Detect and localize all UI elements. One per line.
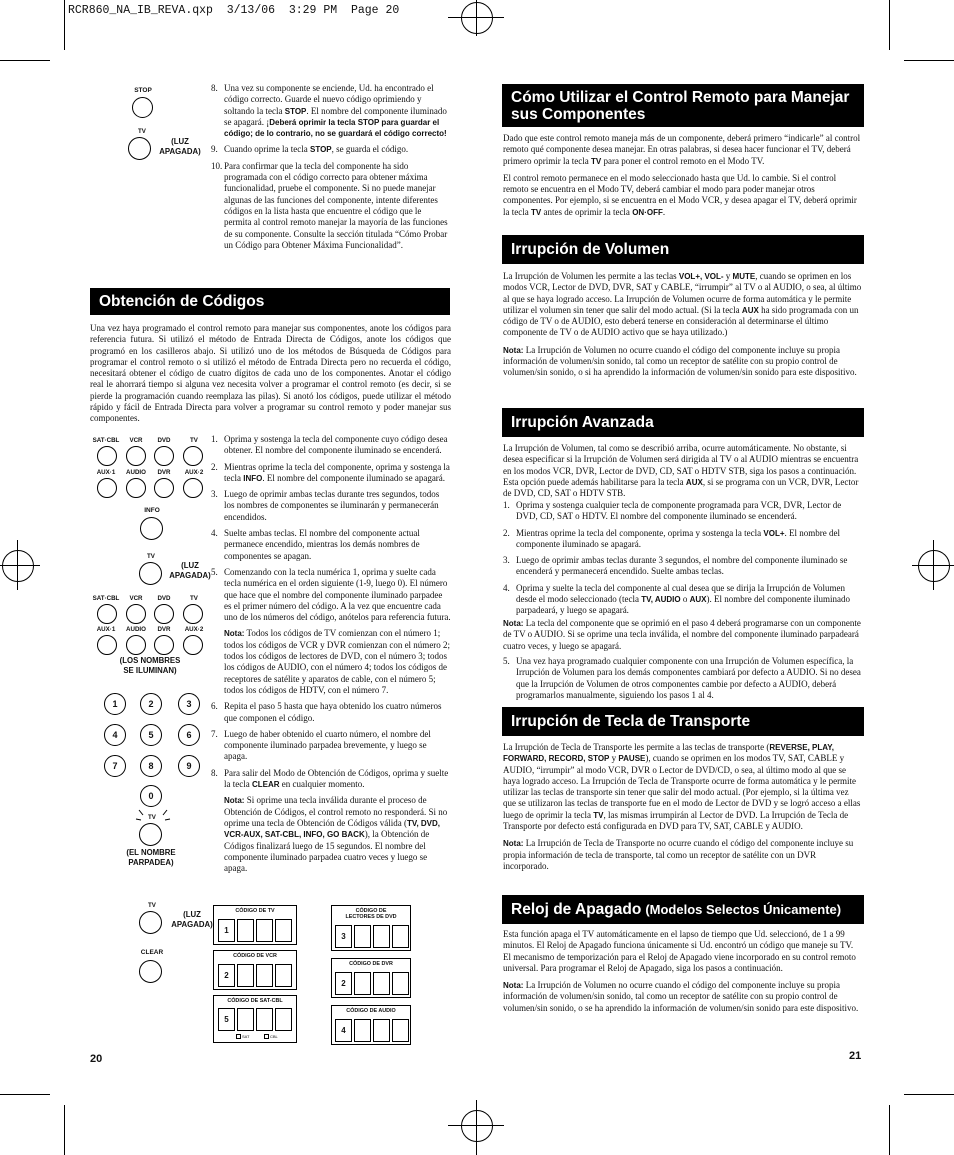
vcr-button[interactable]: [126, 446, 146, 466]
tv-button[interactable]: [139, 823, 162, 846]
item-text: Para salir del Modo de Obtención de Códigos, oprima y suelte la tecla CLEAR en cualquier momento.: [224, 767, 449, 790]
key-label: VCR: [129, 595, 143, 602]
key-label: DVR: [157, 469, 171, 476]
code-digit: 2: [335, 972, 352, 995]
sat-checkbox[interactable]: [236, 1034, 241, 1039]
list-item: [503, 583, 863, 617]
number-4-button[interactable]: 4: [104, 724, 126, 746]
code-box-title: CÓDIGO DE VCR: [233, 953, 277, 959]
dvr-button[interactable]: [154, 635, 174, 655]
tv-button[interactable]: [183, 446, 203, 466]
number-1-button[interactable]: 1: [104, 693, 126, 715]
section-title-small: (Modelos Selectos Únicamente): [645, 902, 842, 917]
code-digit: 1: [218, 919, 235, 942]
paragraph: Esta función apaga el TV automáticamente en el lapso de tiempo que Ud. seleccionó, de 1 a 99 minutos. El Reloj de Apagado funciona únicamente si Ud. encontró un código que maneje su TV. El mecanismo de temporización para el Reloj de Apagado viene incorporado en su control remoto universal. Para programar el Reloj de Apagado, siga los pasos a continuación.: [503, 929, 856, 973]
item-number: 8.: [211, 767, 218, 778]
section-tecla-transporte-title: [502, 707, 864, 736]
key-label: AUX·2: [184, 626, 204, 633]
item-text: Mientras oprime la tecla del componente, oprima y sostenga la tecla INFO. El nombre del componente iluminado se apagará.: [224, 461, 450, 483]
code-box-title: CÓDIGO DE DVR: [349, 961, 393, 967]
obtencion-steps-list: [211, 434, 451, 879]
aux1-button[interactable]: [97, 478, 117, 498]
aux1-button[interactable]: [97, 635, 117, 655]
code-digit[interactable]: [256, 919, 273, 942]
code-digit[interactable]: [237, 1008, 254, 1031]
cbl-checkbox-label: CBL: [270, 1034, 278, 1039]
paragraph: Dado que este control remoto maneja más de un componente, deberá primero “indicarle” al control remoto qué componente desea manejar. En otras palabras, si desea hacer funcionar el TV, deberá primero oprimir la tecla TV para poner el control remoto en el Modo TV.: [503, 133, 861, 166]
section-reloj-apagado-title: [502, 895, 864, 924]
item-text: Oprima y suelte la tecla del componente al cual desea que se dirija la Irrupción de Volumen desde el modo seleccionado (tecla TV, AUDIO o AUX). El nombre del componente iluminado parpadeará, y luego se apagará.: [516, 582, 850, 616]
list-item: [211, 489, 451, 523]
dvd-button[interactable]: [154, 604, 174, 624]
item-text: Mientras oprime la tecla del componente, oprima y sostenga la tecla VOL+. El nombre del componente iluminado se apagará.: [516, 527, 841, 549]
list-item: [211, 567, 451, 623]
item-number: 4.: [211, 528, 218, 539]
key-label: AUDIO: [126, 469, 146, 476]
item-number: 1.: [503, 500, 510, 510]
dvr-button[interactable]: [154, 478, 174, 498]
section-title-text: Irrupción de Tecla de Transporte: [511, 712, 751, 730]
item-number: 9.: [211, 144, 218, 155]
code-digit[interactable]: [275, 964, 292, 987]
list-item: [211, 528, 451, 562]
section-title-text: Obtención de Códigos: [99, 292, 265, 310]
code-digit[interactable]: [354, 972, 371, 995]
crop-mark: [904, 60, 954, 61]
code-digit[interactable]: [237, 964, 254, 987]
crop-mark: [64, 0, 65, 50]
section-title-text: Reloj de Apagado: [511, 900, 642, 918]
code-box-title: CÓDIGO DE TV: [235, 908, 275, 914]
key-label: SAT·CBL: [92, 595, 120, 602]
section-irrupcion-volumen-body: [503, 271, 863, 385]
item-text: Repita el paso 5 hasta que haya obtenido los cuatro números que componen el código.: [224, 701, 442, 723]
number-8-button[interactable]: 8: [140, 755, 162, 777]
section-control-remoto-title: [502, 84, 864, 127]
item-text: Cuando oprime la tecla STOP, se guarda el código.: [224, 144, 409, 155]
item-number: 4.: [503, 582, 510, 593]
tv-label: TV: [138, 128, 146, 135]
section-irrupcion-volumen-title: [502, 235, 864, 264]
key-label: SAT·CBL: [92, 437, 120, 444]
info-button[interactable]: [140, 517, 163, 540]
code-digit[interactable]: [392, 1019, 409, 1042]
tv-label: TV: [148, 814, 156, 821]
item-number: 5.: [211, 566, 218, 577]
code-digit[interactable]: [373, 972, 390, 995]
code-box-title: CÓDIGO DE SAT-CBL: [227, 998, 283, 1004]
item-text: Suelte ambas teclas. El nombre del componente actual permanece encendido, mientras los demás nombres de componentes se apagan.: [224, 528, 420, 561]
section-title-text: Irrupción de Volumen: [511, 240, 670, 258]
list-item: [211, 628, 451, 696]
luz-apagada-caption: (LUZ APAGADA): [159, 137, 201, 156]
number-2-button[interactable]: 2: [140, 693, 162, 715]
code-digit[interactable]: [275, 1008, 292, 1031]
list-item: [211, 434, 451, 457]
code-digit: 3: [335, 925, 352, 948]
key-label: DVR: [157, 626, 171, 633]
irrupcion-avanzada-note: [503, 618, 863, 658]
audio-button[interactable]: [126, 635, 146, 655]
clear-button[interactable]: [139, 960, 162, 983]
code-digit[interactable]: [392, 972, 409, 995]
steps-top-list: [211, 83, 449, 256]
list-item: [211, 768, 451, 791]
item-number: 6.: [211, 701, 218, 712]
irrupcion-avanzada-step5: [503, 656, 863, 706]
stop-button[interactable]: [132, 97, 153, 118]
file-header: RCR860_NA_IB_REVA.qxp 3/13/06 3:29 PM Page 20: [68, 4, 400, 17]
item-text: Comenzando con la tecla numérica 1, oprima y suelte cada tecla numérica en el orden siguiente (1-9, luego 0). El número que hace que el nombre del componente iluminado parpadee es el primer número del código. A la vez que encuentre cada uno de los números del código, anótelos para referencia futura.: [224, 566, 451, 623]
crop-mark: [0, 1094, 50, 1095]
sat-cbl-button[interactable]: [97, 604, 117, 624]
crop-mark: [904, 1094, 954, 1095]
audio-button[interactable]: [126, 478, 146, 498]
key-label: DVD: [157, 595, 171, 602]
code-box-audio: [331, 1005, 411, 1045]
item-number: 3.: [211, 489, 218, 500]
number-6-button[interactable]: 6: [178, 724, 200, 746]
code-box-dvd: [331, 905, 411, 951]
key-label: AUX·2: [184, 469, 204, 476]
page-number-left: 20: [90, 1053, 103, 1065]
code-digit[interactable]: [354, 925, 371, 948]
el-nombre-parpadea-caption: (EL NOMBRE PARPADEA): [126, 848, 176, 867]
paragraph: El control remoto permanece en el modo seleccionado hasta que Ud. lo cambie. Si el control remoto se encuentra en el Modo TV, deberá cambiar el modo para poder manejar otros componentes. Por ejemplo, si se encuentra en el Modo VCR, y desea apagar el TV, deberá oprimir la tecla TV antes de oprimir la tecla ON·OFF.: [503, 172, 857, 217]
crop-mark: [64, 1105, 65, 1155]
item-text: Nota: Todos los códigos de TV comienzan con el número 1; todos los códigos de VCR y DVR comienzan con el número 2; todos los códigos de lectores de DVD, con el número 3; todos los códigos de AUDIO, con el número 4; todos los códigos de receptores de satélite y aparatos de cable, con el número 5; todos los códigos de HDTV, con el número 7.: [224, 628, 451, 695]
crop-mark: [889, 1105, 890, 1155]
section-title-text: Cómo Utilizar el Control Remoto para Manejar sus Componentes: [511, 88, 850, 123]
number-9-button[interactable]: 9: [178, 755, 200, 777]
key-label: AUX·1: [96, 626, 116, 633]
vcr-button[interactable]: [126, 604, 146, 624]
crop-mark: [0, 60, 50, 61]
key-label: VCR: [129, 437, 143, 444]
list-item: [211, 161, 449, 251]
key-label: AUDIO: [126, 626, 146, 633]
section-title-text: Irrupción Avanzada: [511, 413, 654, 431]
list-item: [503, 555, 863, 578]
paragraph: Nota: La Irrupción de Volumen no ocurre cuando el código del componente incluye su propia información de volumen/sin sonido, tal como un receptor de satélite con su propio control de volumen/sin sonido, o si ha aprendido la información de volumen/sin sonido para este dispositivo.: [503, 344, 857, 378]
code-box-vcr: [213, 950, 297, 990]
key-label: DVD: [157, 437, 171, 444]
paragraph: Nota: La Irrupción de Tecla de Transporte no ocurre cuando el código del componente incluye su propia información de tecla de transporte, tal como un receptor de satélite con un DVR incorporado.: [503, 838, 854, 871]
section-irrupcion-avanzada-intro: [503, 443, 863, 505]
section-reloj-apagado-body: [503, 929, 863, 1020]
code-digit: 2: [218, 964, 235, 987]
tv-button[interactable]: [183, 604, 203, 624]
dvd-button[interactable]: [154, 446, 174, 466]
page-number-right: 21: [849, 1050, 862, 1062]
list-item: [211, 462, 451, 485]
code-digit[interactable]: [275, 919, 292, 942]
cbl-checkbox[interactable]: [264, 1034, 269, 1039]
item-number: 3.: [503, 555, 510, 566]
paragraph: La Irrupción de Volumen les permite a las teclas VOL+, VOL- y MUTE, cuando se oprimen en los modos VCR, Lector de DVD, DVR, SAT y CABLE, “irrumpir” al TV o al AUDIO, o sea, al último al que se haya logrado acceso. La Irrupción de Volumen ocurre de forma automática y le permite utilizar el volumen sin tener que salir del modo actual. (Si la tecla AUX ha sido programada con un código de TV o de AUDIO, esto deberá tenerse en consideración al determinarse el último componente de TV o de AUDIO activo que se haya utilizado.): [503, 271, 862, 338]
los-nombres-caption: (LOS NOMBRES SE ILUMINAN): [119, 656, 181, 675]
tv-button[interactable]: [139, 562, 162, 585]
list-item: [211, 144, 449, 155]
list-item: [503, 500, 863, 523]
tv-label: TV: [147, 553, 155, 560]
sat-cbl-button[interactable]: [97, 446, 117, 466]
code-box-title: CÓDIGO DE AUDIO: [346, 1008, 396, 1014]
item-number: [211, 795, 224, 874]
list-item: [211, 729, 451, 763]
intro-paragraph: La Irrupción de Volumen, tal como se describió arriba, ocurre automáticamente. No obstante, si desea especificar si la Irrupción de Volumen será dirigida al TV o al AUDIO mientras se encuentra en los modos VCR, DVR, Lector de DVD, CD, SAT o HDTV STB, siga los pasos a continuación. Esta opción puede además habilitarse para la tecla AUX, si se programa con un VCR, DVR, Lector de DVD, CD, SAT o HDTV STB.: [503, 443, 859, 499]
tv-label: TV: [148, 902, 156, 909]
section-tecla-transporte-body: [503, 742, 863, 878]
item-text: Luego de oprimir ambas teclas durante tres segundos, todos los nombres de componentes se iluminarán y permanecerán encendidos.: [224, 489, 440, 522]
code-digit[interactable]: [373, 1019, 390, 1042]
key-label: TV: [190, 437, 198, 444]
key-label: TV: [190, 595, 198, 602]
code-box-sat-cbl: [213, 995, 297, 1043]
code-digit[interactable]: [256, 1008, 273, 1031]
clear-label: CLEAR: [140, 949, 164, 956]
obtencion-intro: [90, 323, 451, 431]
item-number: 7.: [211, 728, 218, 739]
code-box-title: CÓDIGO DE LECTORES DE DVD: [345, 908, 397, 920]
section-irrupcion-avanzada-title: [502, 408, 864, 437]
item-number: 1.: [211, 434, 218, 444]
aux2-button[interactable]: [183, 478, 203, 498]
list-item: [211, 83, 449, 139]
code-digit[interactable]: [373, 925, 390, 948]
section-control-remoto-body: [503, 133, 863, 224]
stop-label: STOP: [134, 87, 152, 94]
number-7-button[interactable]: 7: [104, 755, 126, 777]
number-5-button[interactable]: 5: [140, 724, 162, 746]
key-label: AUX·1: [96, 469, 116, 476]
code-digit: 5: [218, 1008, 235, 1031]
code-box-tv: [213, 905, 297, 945]
luz-apagada-caption: (LUZ APAGADA): [171, 910, 213, 929]
item-number: 2.: [211, 461, 218, 472]
list-item: [211, 701, 451, 724]
paragraph: Nota: La Irrupción de Volumen no ocurre cuando el código del componente incluye su propia información de volumen/sin sonido, tal como un receptor de satélite con su propio control de volumen/sin sonido, o se ha aprendido la información de volumen/sin sonido para este dispositivo.: [503, 980, 859, 1013]
item-text: Luego de oprimir ambas teclas durante 3 segundos, el nombre del componente iluminado se encenderá y permanecerá encendido. Suelte ambas teclas.: [516, 555, 848, 577]
code-digit: 4: [335, 1019, 352, 1042]
item-number: [211, 628, 224, 696]
luz-apagada-caption: (LUZ APAGADA): [169, 561, 211, 580]
item-text: Oprima y sostenga cualquier tecla de componente programada para VCR, DVR, Lector de DVD, CD, SAT o HDTV. El nombre del componente iluminado se encenderá.: [516, 500, 842, 522]
sat-checkbox-label: SAT: [242, 1034, 250, 1039]
code-digit[interactable]: [237, 919, 254, 942]
crop-mark: [889, 0, 890, 50]
tv-button[interactable]: [128, 137, 151, 160]
code-box-dvr: [331, 958, 411, 998]
info-label: INFO: [144, 507, 160, 514]
item-number: 5.: [503, 656, 510, 666]
item-text: Una vez haya programado cualquier componente con una Irrupción de Volumen específica, la Irrupción de Volumen para los demás componentes cambiará por defecto a AUDIO. Si no desea que la Irrupción de Volumen de otros componentes cambie por defecto a AUDIO, deberá programarlos manualmente, siguiendo los pasos 1 al 4.: [516, 656, 861, 700]
code-digit[interactable]: [354, 1019, 371, 1042]
item-text: Luego de haber obtenido el cuarto número, el nombre del componente iluminado parpadea brevemente, y luego se apaga.: [224, 728, 431, 762]
paragraph: La Irrupción de Tecla de Transporte les permite a las teclas de transporte (REVERSE, PLAY, FORWARD, RECORD, STOP y PAUSE), cuando se oprimen en los modos TV, SAT, CABLE y AUDIO, “irrumpir” al modo VCR, DVR o Lector de DVD/CD, o sea, al último modo al que se haya logrado acceso. La Irrupción de Tecla de Transporte ocurre de forma automática y le permite utilizar las teclas de transporte sin tener que salir del modo actual. (Por ejemplo, si la última vez que se utilizaron las teclas de transporte fue en el modo de Lector de DVD y se logró acceso a ellas luego de oprimir la tecla TV, las mismas irrumpirán al Lector de DVD. La Irrupción de Tecla de Transporte por defecto está configurada en DVD para TV, SAT, CABLE y AUDIO.: [503, 742, 861, 832]
item-number: 10.: [211, 160, 223, 171]
tv-button[interactable]: [139, 911, 162, 934]
item-number: 2.: [503, 527, 510, 538]
number-3-button[interactable]: 3: [178, 693, 200, 715]
list-item: [211, 795, 451, 874]
aux2-button[interactable]: [183, 635, 203, 655]
item-text: Una vez su componente se enciende, Ud. ha encontrado el código correcto. Guarde el nuevo código oprimiendo y soltando la tecla STOP. El nombre del componente iluminado se apagará. ¡Deberá oprimir la tecla STOP para guardar el código; de lo contrario, no se guardará el código correcto!: [224, 83, 447, 139]
list-item: [503, 656, 863, 701]
item-number: 8.: [211, 83, 218, 93]
item-text: Oprima y sostenga la tecla del componente cuyo código desea obtener. El nombre del componente iluminado se encenderá.: [224, 434, 448, 456]
intro-paragraph: Una vez haya programado el control remoto para manejar sus componentes, anote los códigos para referencia futura. Si utilizó el método de Entrada Directa de Códigos, anote los códigos que programó en los casilleros abajo. Si utilizó uno de los métodos de Búsqueda de Códigos para programar el control remoto o si utilizó el método de Entrada Directa pero no recuerda el código, necesitará obtener el código de cuatro dígitos de cada uno de los componentes. Anotar el código real le ahorrará tiempo si alguna vez necesita volver a programar el control remoto (es decir, si se pierde la programación cuando reemplaza las pilas). Si anotó los códigos, puede utilizar el método rápido y fácil de Entrada Directa para volver a programar su control remoto y poder manejar sus componentes.: [90, 323, 451, 424]
code-digit[interactable]: [256, 964, 273, 987]
section-obtencion-title: [90, 288, 450, 315]
note-paragraph: Nota: La tecla del componente que se oprimió en el paso 4 deberá programarse con un componente de TV o AUDIO. Si se oprime una tecla inválida, el nombre del componente iluminado parpadeará cuatro veces, y luego se apagará.: [503, 618, 861, 651]
list-item: [503, 528, 863, 551]
item-text: Para confirmar que la tecla del componente ha sido programada con el código correcto para obtener máxima funcionalidad, pruebe el componente. Si no puede manejar algunas de las funciones del componente, intente diferentes códigos en la lista hasta que encuentre el código que le permita al control remoto manejar la mayoría de las funciones de su componente. Consulte la sección titulada “Cómo Probar un Código para Obtener Máxima Funcionalidad”.: [224, 160, 448, 250]
code-digit[interactable]: [392, 925, 409, 948]
item-text: Nota: Si oprime una tecla inválida durante el proceso de Obtención de Códigos, el control remoto no responderá. Si no oprime una tecla de Obtención de Códigos válida (TV, DVD, VCR-AUX, SAT-CBL, INFO, GO BACK), la Obtención de Códigos finalizará luego de 15 segundos. El nombre del componente iluminado parpadea cuatro veces y luego se apaga.: [224, 795, 448, 874]
irrupcion-avanzada-steps: [503, 500, 863, 622]
number-0-button[interactable]: 0: [140, 785, 162, 807]
